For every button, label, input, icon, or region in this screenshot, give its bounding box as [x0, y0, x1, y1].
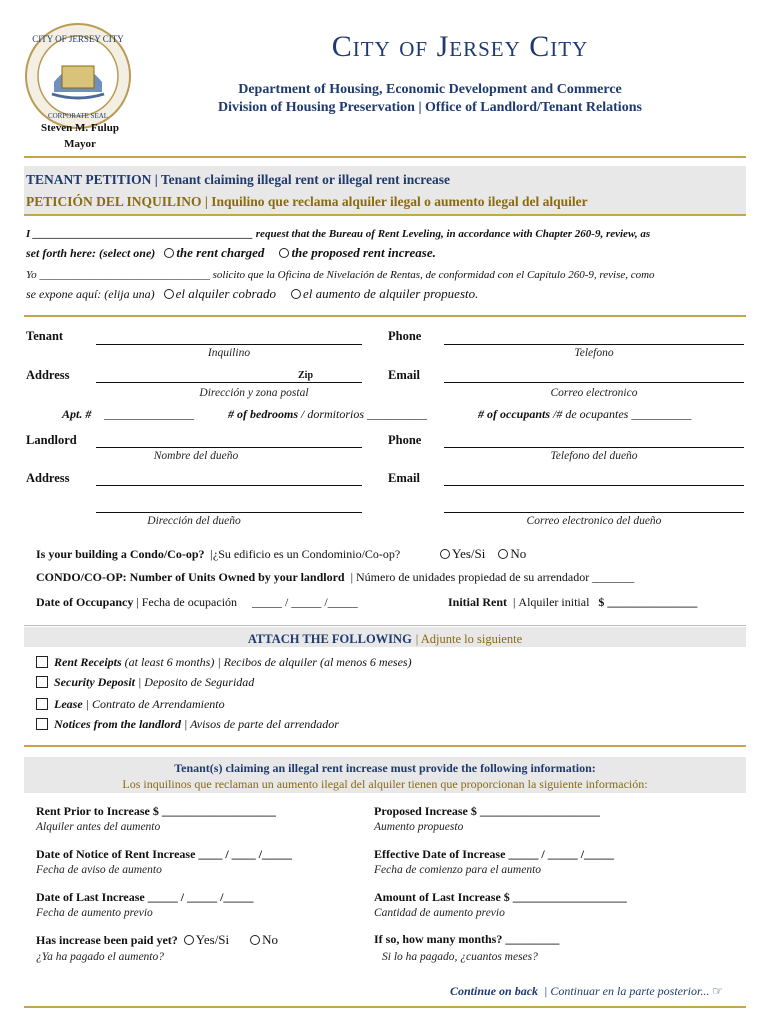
continue-note [450, 984, 723, 999]
occupancy-label-es: Fecha de ocupación [141, 595, 238, 609]
request-divider [24, 315, 746, 317]
department-name: Department of Housing, Economic Development and Commerce [238, 82, 622, 97]
continue-en: Continue on back [450, 984, 539, 998]
landlord-label: Landlord [26, 433, 77, 447]
landlord-address-field-1[interactable] [96, 485, 362, 486]
paid-no-label: No [262, 932, 279, 947]
effective-date-field[interactable]: Effective Date of Increase _____ / _____ /_____ [374, 847, 615, 861]
attach-item-notices[interactable] [36, 717, 339, 732]
condo-units[interactable]: CONDO/CO-OP: Number of Units Owned by your landlord | Número de unidades propiedad de su arrendador _______ [36, 570, 635, 584]
option-alquiler-cobrado-radio[interactable] [164, 289, 174, 299]
attach-item-hint: | Deposito de Seguridad [135, 675, 255, 689]
occupancy-date[interactable]: Date of Occupancy | Fecha de ocupación _____ / _____ /_____ [36, 595, 358, 609]
tenant-label: Tenant [26, 329, 64, 343]
months-paid-hint: Si lo ha pagado, ¿cuantos meses? [382, 951, 538, 963]
option-proposed-increase-radio[interactable] [279, 248, 289, 258]
request-line-es: Yo _______________________________ solicito que la Oficina de Nivelación de Rentas, de conformidad con el Capítulo 260-9, revise, como [26, 269, 655, 281]
last-increase-amount-field[interactable]: Amount of Last Increase $ ___________________ [374, 890, 627, 904]
increase-paid-label: Has increase been paid yet? [36, 933, 178, 947]
attach-title-en: ATTACH THE FOLLOWING [247, 632, 412, 646]
address-field[interactable] [96, 382, 362, 383]
increase-head-es: Los inquilinos que reclaman un aumento ilegal del alquiler tienen que proporcionan la siguiente información: [122, 777, 648, 791]
petition-title-es: PETICIÓN DEL INQUILINO | Inquilino que reclama alquiler ilegal o aumento ilegal del alquiler [26, 194, 588, 209]
occupancy-blank: _____ / _____ /_____ [252, 595, 358, 609]
condo-options [440, 546, 526, 562]
email-hint: Correo electronico [550, 387, 638, 399]
effective-date-hint: Fecha de comienzo para el aumento [374, 864, 542, 876]
mayor-title: Mayor [64, 138, 96, 150]
phone-label: Phone [388, 329, 422, 343]
seal-text-bottom: CORPORATE SEAL [47, 112, 109, 120]
months-paid-field[interactable]: If so, how many months? _________ [374, 932, 560, 946]
attach-item-label: Security Deposit [54, 675, 135, 689]
condo-question-es: ¿Su edificio es un Condominio/Co-op? [212, 547, 401, 561]
option-proposed-increase-label: the proposed rent increase. [291, 245, 436, 260]
landlord-email-hint: Correo electronico del dueño [526, 515, 662, 527]
select-one-label: set forth here: (select one) [26, 246, 156, 260]
condo-question-en: Is your building a Condo/Co-op? [36, 547, 205, 561]
pointing-hand-icon: ☞ [712, 984, 724, 998]
petition-divider [24, 214, 746, 216]
checkbox-icon[interactable] [36, 718, 48, 730]
paid-yes-label: Yes/Si [195, 932, 230, 947]
initial-rent-en: Initial Rent [448, 595, 508, 609]
landlord-address-hint: Dirección del dueño [147, 515, 241, 527]
landlord-email-field-2[interactable] [444, 512, 744, 513]
landlord-phone-hint: Telefono del dueño [550, 450, 638, 462]
apt-field[interactable]: _______________ [104, 407, 194, 421]
bedrooms-label: # of bedrooms [228, 407, 298, 421]
attach-item-hint: | Contrato de Arrendamiento [82, 697, 225, 711]
condo-units-es: Número de unidades propiedad de su arrendador _______ [356, 570, 635, 584]
city-title: City of Jersey City [331, 30, 589, 63]
rent-prior-hint: Alquiler antes del aumento [36, 821, 161, 833]
increase-head-en: Tenant(s) claiming an illegal rent increase must provide the following information: [174, 761, 596, 775]
attach-item-security-deposit[interactable] [36, 675, 254, 690]
continue-es: | Continuar en la parte posterior... [544, 984, 710, 998]
occupants-label: # of occupants [478, 407, 550, 421]
seal-text-top: CITY OF JERSEY CITY [32, 34, 124, 44]
increase-top-rule [24, 745, 746, 747]
landlord-address-label: Address [26, 471, 70, 485]
landlord-phone-field[interactable] [444, 447, 744, 448]
footer-rule [24, 1006, 746, 1008]
landlord-address-field-2[interactable] [96, 512, 362, 513]
landlord-field[interactable] [96, 447, 362, 448]
email-label: Email [388, 368, 420, 382]
request-select-es [26, 286, 746, 302]
phone-hint: Telefono [574, 347, 614, 359]
phone-field[interactable] [444, 344, 744, 345]
last-increase-date-hint: Fecha de aumento previo [36, 907, 153, 919]
apt-label: Apt. # [62, 407, 92, 421]
rent-prior-field[interactable]: Rent Prior to Increase $ ___________________ [36, 804, 276, 818]
notice-date-hint: Fecha de aviso de aumento [36, 864, 162, 876]
attach-item-hint: | Avisos de parte del arrendador [181, 717, 339, 731]
occupancy-label-en: Date of Occupancy [36, 595, 134, 609]
landlord-phone-label: Phone [388, 433, 422, 447]
zip-label: Zip [298, 370, 314, 381]
option-alquiler-cobrado-label: el alquiler cobrado [175, 286, 277, 301]
condo-units-en: CONDO/CO-OP: Number of Units Owned by your landlord [36, 570, 345, 584]
bedrooms-group[interactable] [228, 407, 427, 422]
attach-item-hint: (at least 6 months) | Recibos de alquiler (al menos 6 meses) [121, 655, 412, 669]
option-aumento-propuesto-label: el aumento de alquiler propuesto. [303, 286, 479, 301]
landlord-email-label: Email [388, 471, 420, 485]
option-aumento-propuesto-radio[interactable] [291, 289, 301, 299]
condo-no-label: No [510, 546, 527, 561]
initial-rent-es: Alquiler initial [518, 595, 590, 609]
bedrooms-hint: / dormitorios __________ [301, 407, 428, 421]
attach-title: ATTACH THE FOLLOWING | Adjunte lo siguiente [247, 632, 523, 646]
paid-no-radio[interactable] [250, 935, 260, 945]
header-divider [24, 156, 746, 158]
checkbox-icon[interactable] [36, 676, 48, 688]
city-seal [24, 22, 132, 130]
proposed-increase-field[interactable]: Proposed Increase $ ____________________ [374, 804, 600, 818]
address-label: Address [26, 368, 70, 382]
tenant-field[interactable] [96, 344, 362, 345]
tenant-hint: Inquilino [207, 347, 251, 359]
attach-item-rent-receipts[interactable] [36, 655, 412, 670]
proposed-increase-hint: Aumento propuesto [374, 821, 464, 833]
notice-date-field[interactable]: Date of Notice of Rent Increase ____ / ____ /_____ [36, 847, 293, 861]
attach-title-es: Adjunte lo siguiente [420, 632, 523, 646]
attach-item-label: Notices from the landlord [54, 717, 182, 731]
checkbox-icon[interactable] [36, 698, 48, 710]
select-one-label-es: se expone aquí: (elija una) [26, 287, 155, 301]
initial-rent[interactable]: Initial Rent | Alquiler initial $ _______________ [448, 595, 698, 609]
request-line-en: I ________________________________________ request that the Bureau of Rent Leveling, in accordance with Chapter 260-9, review, as [26, 228, 651, 240]
checkbox-icon[interactable] [36, 656, 48, 668]
division-name: Division of Housing Preservation | Office of Landlord/Tenant Relations [218, 100, 642, 115]
condo-question: Is your building a Condo/Co-op? |¿Su edificio es un Condominio/Co-op? [36, 547, 401, 561]
request-select-en [26, 245, 746, 261]
option-rent-charged-radio[interactable] [164, 248, 174, 258]
attach-item-label: Lease [54, 697, 83, 711]
occupants-group[interactable] [478, 407, 691, 422]
condo-yes-radio[interactable] [440, 549, 450, 559]
increase-paid [36, 932, 278, 948]
attach-item-lease[interactable] [36, 697, 225, 712]
email-field[interactable] [444, 382, 744, 383]
last-increase-amount-hint: Cantidad de aumento previo [374, 907, 505, 919]
address-hint: Dirección y zona postal [199, 387, 309, 399]
petition-title-en: TENANT PETITION | Tenant claiming illegal rent or illegal rent increase [26, 172, 450, 187]
attach-top-rule [24, 625, 746, 626]
condo-yes-label: Yes/Si [452, 546, 486, 561]
mayor-name: Steven M. Fulup [41, 122, 119, 134]
increase-paid-hint: ¿Ya ha pagado el aumento? [36, 951, 164, 963]
last-increase-date-field[interactable]: Date of Last Increase _____ / _____ /_____ [36, 890, 254, 904]
landlord-email-field-1[interactable] [444, 485, 744, 486]
initial-rent-blank: $ _______________ [598, 595, 698, 609]
condo-no-radio[interactable] [498, 549, 508, 559]
attach-item-label: Rent Receipts [54, 655, 122, 669]
landlord-hint: Nombre del dueño [153, 450, 239, 462]
occupants-hint: /# de ocupantes __________ [553, 407, 692, 421]
option-rent-charged-label: the rent charged [176, 245, 265, 260]
paid-yes-radio[interactable] [184, 935, 194, 945]
